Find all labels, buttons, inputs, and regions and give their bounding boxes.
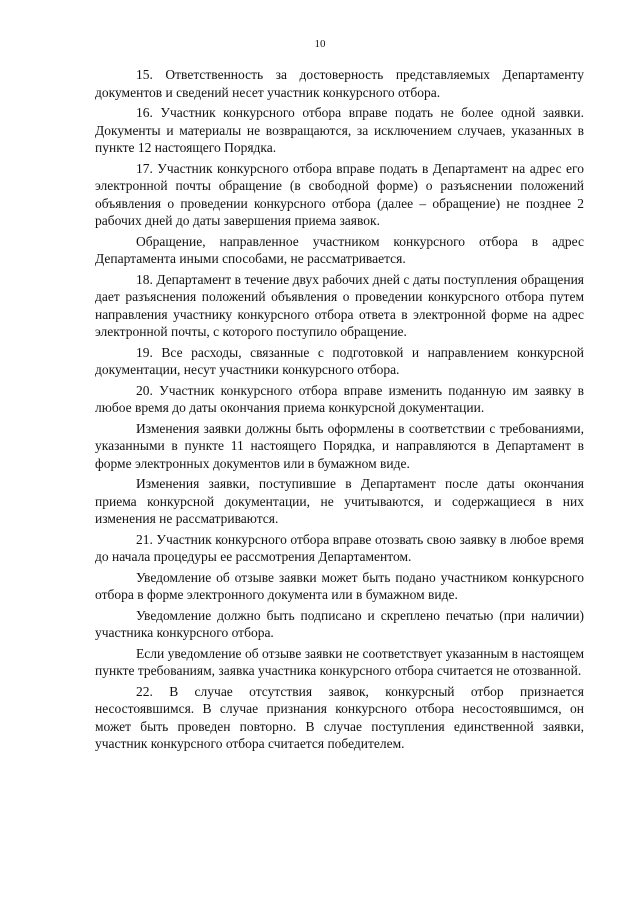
page-number: 10 xyxy=(314,38,326,50)
paragraph-withdrawal-signature: Уведомление должно быть подписано и скреплено печатью (при наличии) участника конкурсного отбора. xyxy=(95,607,584,640)
paragraph-item-15: 15. Ответственность за достоверность представляемых Департаменту документов и сведений несет участник конкурсного отбора. xyxy=(95,67,584,100)
paragraph-item-19: 19. Все расходы, связанные с подготовкой и направлением конкурсной документации, несут участники конкурсного отбора. xyxy=(95,344,584,377)
document-body xyxy=(95,66,584,756)
paragraph-item-16: 16. Участник конкурсного отбора вправе подать не более одной заявки. Документы и материалы не возвращаются, за исключением случаев, указанных в пункте 12 настоящего Порядка. xyxy=(95,105,584,155)
paragraph-item-22: 22. В случае отсутствия заявок, конкурсный отбор признается несостоявшимся. В случае признания конкурсного отбора несостоявшимся, он может быть проведен повторно. В случае поступления единственной заявки, участник конкурсного отбора считается победителем. xyxy=(95,683,584,751)
paragraph-appeal-note: Обращение, направленное участником конкурсного отбора в адрес Департамента иными способами, не рассматривается. xyxy=(95,233,584,266)
paragraph-withdrawal-invalid: Если уведомление об отзыве заявки не соответствует указанным в настоящем пункте требованиям, заявка участника конкурсного отбора считается не отозванной. xyxy=(95,645,584,678)
paragraph-withdrawal-notice: Уведомление об отзыве заявки может быть подано участником конкурсного отбора в форме электронного документа или в бумажном виде. xyxy=(95,569,584,602)
paragraph-item-20: 20. Участник конкурсного отбора вправе изменить поданную им заявку в любое время до даты окончания приема конкурсной документации. xyxy=(95,382,584,415)
paragraph-item-17: 17. Участник конкурсного отбора вправе подать в Департамент на адрес его электронной почты обращение (в свободной форме) о разъяснении положений объявления о проведении конкурсного отбора (далее – обращение) не позднее 2 рабочих дней до даты завершения приема заявок. xyxy=(95,160,584,228)
paragraph-item-18: 18. Департамент в течение двух рабочих дней с даты поступления обращения дает разъяснения положений объявления о проведении конкурсного отбора путем направления участнику конкурсного отбора ответа в электронной форме на адрес электронной почты, с которого поступило обращение. xyxy=(95,271,584,339)
paragraph-changes-format: Изменения заявки должны быть оформлены в соответствии с требованиями, указанными в пункте 11 настоящего Порядка, и направляются в Департамент в форме электронных документов или в бумажном виде. xyxy=(95,420,584,471)
paragraph-changes-late: Изменения заявки, поступившие в Департамент после даты окончания приема конкурсной документации, не учитываются, и содержащиеся в них изменения не рассматриваются. xyxy=(95,476,584,526)
paragraph-item-21: 21. Участник конкурсного отбора вправе отозвать свою заявку в любое время до начала процедуры ее рассмотрения Департаментом. xyxy=(95,531,584,564)
